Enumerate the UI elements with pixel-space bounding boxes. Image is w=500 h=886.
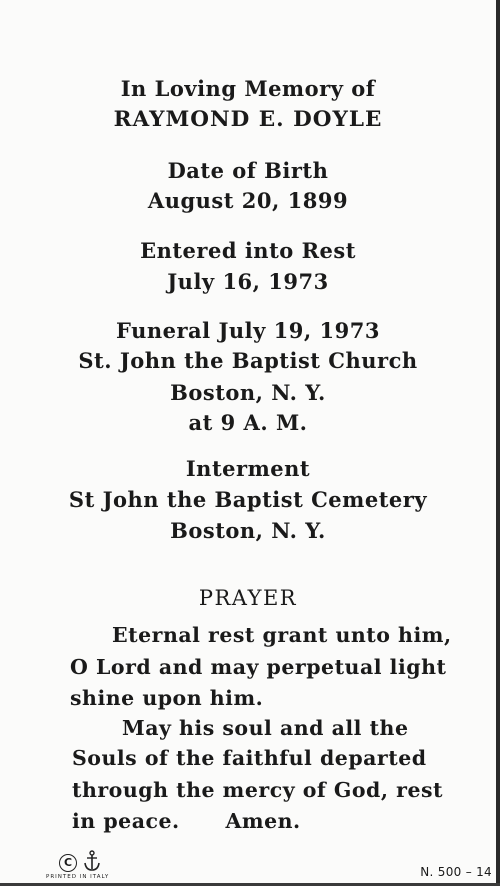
- prayer-line: Eternal rest grant unto him,: [112, 623, 452, 647]
- printer-mark: [46, 850, 116, 880]
- prayer-line: O Lord and may perpetual light: [70, 655, 447, 679]
- printed-in-italy: PRINTED IN ITALY: [46, 874, 110, 880]
- deceased-name: RAYMOND E. DOYLE: [113, 107, 383, 132]
- rest-label: Entered into Rest: [140, 238, 356, 263]
- interment-label: Interment: [185, 456, 311, 481]
- prayer-line: shine upon him.: [70, 686, 264, 710]
- rest-date: July 16, 1973: [167, 269, 329, 294]
- memory-heading: In Loving Memory of: [120, 76, 376, 101]
- prayer-line: in peace. Amen.: [72, 809, 301, 833]
- birth-date: August 20, 1899: [147, 188, 349, 213]
- anchor-icon: [82, 850, 102, 872]
- card-edge-right: [496, 0, 500, 886]
- prayer-title: PRAYER: [198, 586, 298, 610]
- interment-location: Boston, N. Y.: [170, 518, 326, 543]
- funeral-time: at 9 A. M.: [188, 410, 308, 435]
- funeral-church: St. John the Baptist Church: [78, 348, 418, 373]
- copyright-icon: C: [59, 854, 77, 872]
- card-code: N. 500 – 14: [420, 865, 492, 879]
- prayer-line: May his soul and all the: [122, 716, 409, 740]
- interment-cemetery: St John the Baptist Cemetery: [68, 487, 428, 512]
- birth-label: Date of Birth: [167, 158, 329, 183]
- prayer-line: Souls of the faithful departed: [72, 746, 427, 770]
- prayer-line: through the mercy of God, rest: [72, 778, 444, 802]
- funeral-date: Funeral July 19, 1973: [116, 318, 380, 343]
- funeral-location: Boston, N. Y.: [170, 380, 326, 405]
